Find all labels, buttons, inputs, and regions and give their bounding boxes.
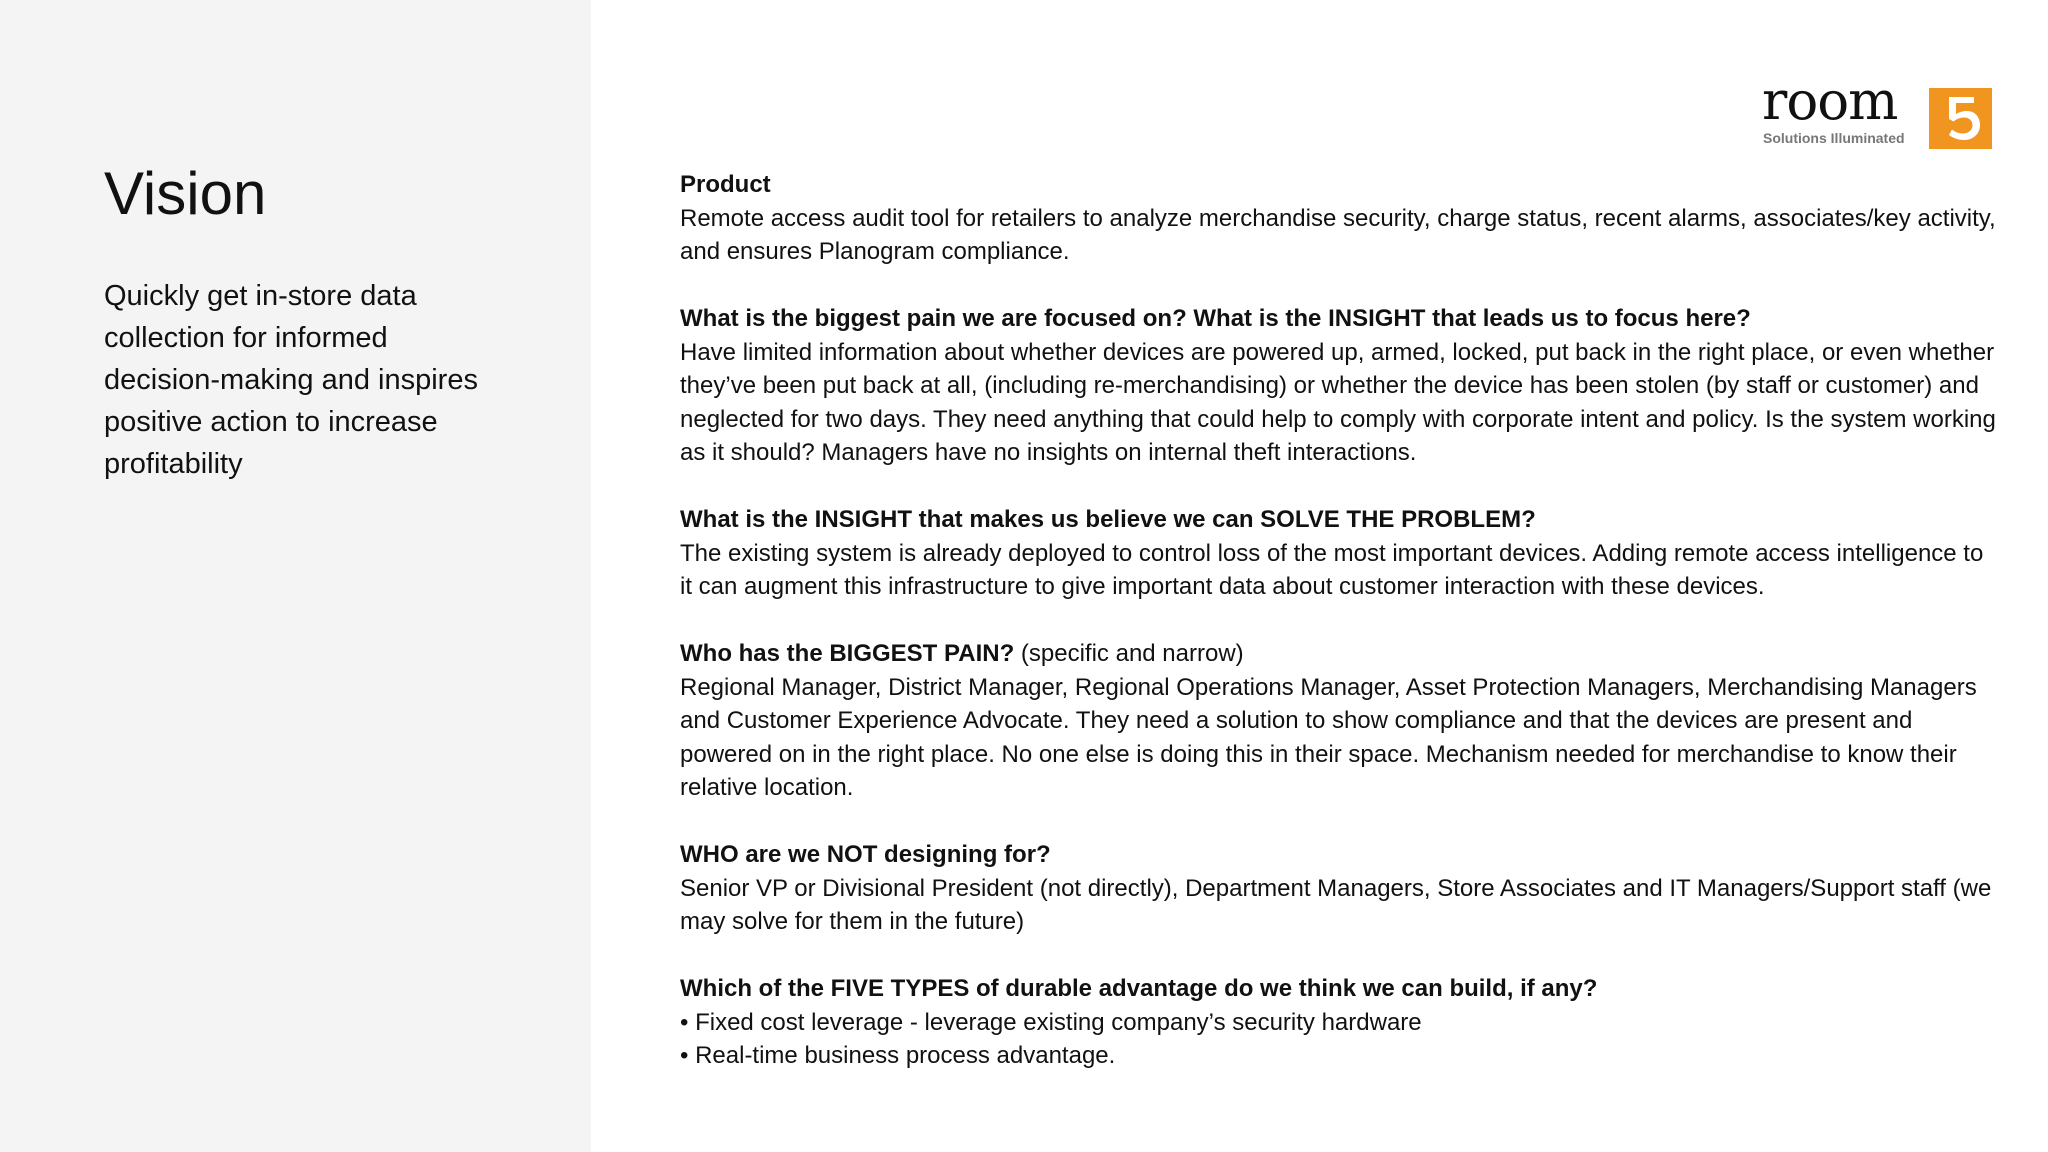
section-heading: Which of the FIVE TYPES of durable advantage do we think we can build, if any? — [680, 975, 1598, 1002]
list-item: • Real-time business process advantage. — [680, 1039, 2000, 1073]
vision-panel — [0, 0, 591, 1152]
section-heading-note: (specific and narrow) — [1020, 640, 1244, 667]
advantage-list — [680, 1006, 2000, 1073]
section-insight — [680, 503, 2000, 604]
logo-five-icon — [1929, 88, 1992, 149]
section-body: Regional Manager, District Manager, Regional Operations Manager, Asset Protection Managers, Merchandising Managers and Customer Experience Advocate. They need a solution to show compliance and that the devices are present and powered on in the right place. No one else is doing this in their space. Mechanism needed for merchandise to know their relative location. — [680, 673, 1977, 801]
section-body: The existing system is already deployed to control loss of the most important devices. Adding remote access intelligence to it can augment this infrastructure to give important data about customer interaction with these devices. — [680, 539, 1984, 600]
section-biggest-pain — [680, 637, 2000, 805]
section-body: Have limited information about whether devices are powered up, armed, locked, put back in the right place, or even whether they’ve been put back at all, (including re-merchandising) or whether the device has been stolen (by staff or customer) and neglected for two days. They need anything that could help to comply with corporate intent and policy. Is the system working as it should? Managers have no insights on internal theft interactions. — [680, 338, 1996, 466]
list-item: • Fixed cost leverage - leverage existing company’s security hardware — [680, 1006, 2000, 1040]
room5-logo — [1762, 71, 1992, 154]
section-body: Remote access audit tool for retailers to analyze merchandise security, charge status, recent alarms, associates/key activity, and ensures Planogram compliance. — [680, 204, 1996, 265]
logo-wordmark: room — [1762, 71, 1898, 132]
section-product — [680, 168, 2000, 269]
section-heading: WHO are we NOT designing for? — [680, 841, 1051, 868]
section-heading-line — [680, 637, 2000, 671]
section-heading: Product — [680, 171, 771, 198]
section-advantage — [680, 972, 2000, 1073]
vision-title: Vision — [104, 160, 267, 227]
logo-tagline: Solutions Illuminated — [1763, 130, 1905, 146]
section-not-designing — [680, 838, 2000, 939]
section-pain — [680, 302, 2000, 470]
section-heading: What is the INSIGHT that makes us believe we can SOLVE THE PROBLEM? — [680, 506, 1536, 533]
content-body — [680, 168, 2000, 1106]
section-heading: What is the biggest pain we are focused on? What is the INSIGHT that leads us to focus here? — [680, 305, 1751, 332]
section-body: Senior VP or Divisional President (not directly), Department Managers, Store Associates and IT Managers/Support staff (we may solve for them in the future) — [680, 874, 1992, 935]
vision-statement: Quickly get in-store data collection for informed decision-making and inspires positive action to increase profitability — [104, 280, 478, 480]
section-heading: Who has the BIGGEST PAIN? — [680, 640, 1015, 667]
